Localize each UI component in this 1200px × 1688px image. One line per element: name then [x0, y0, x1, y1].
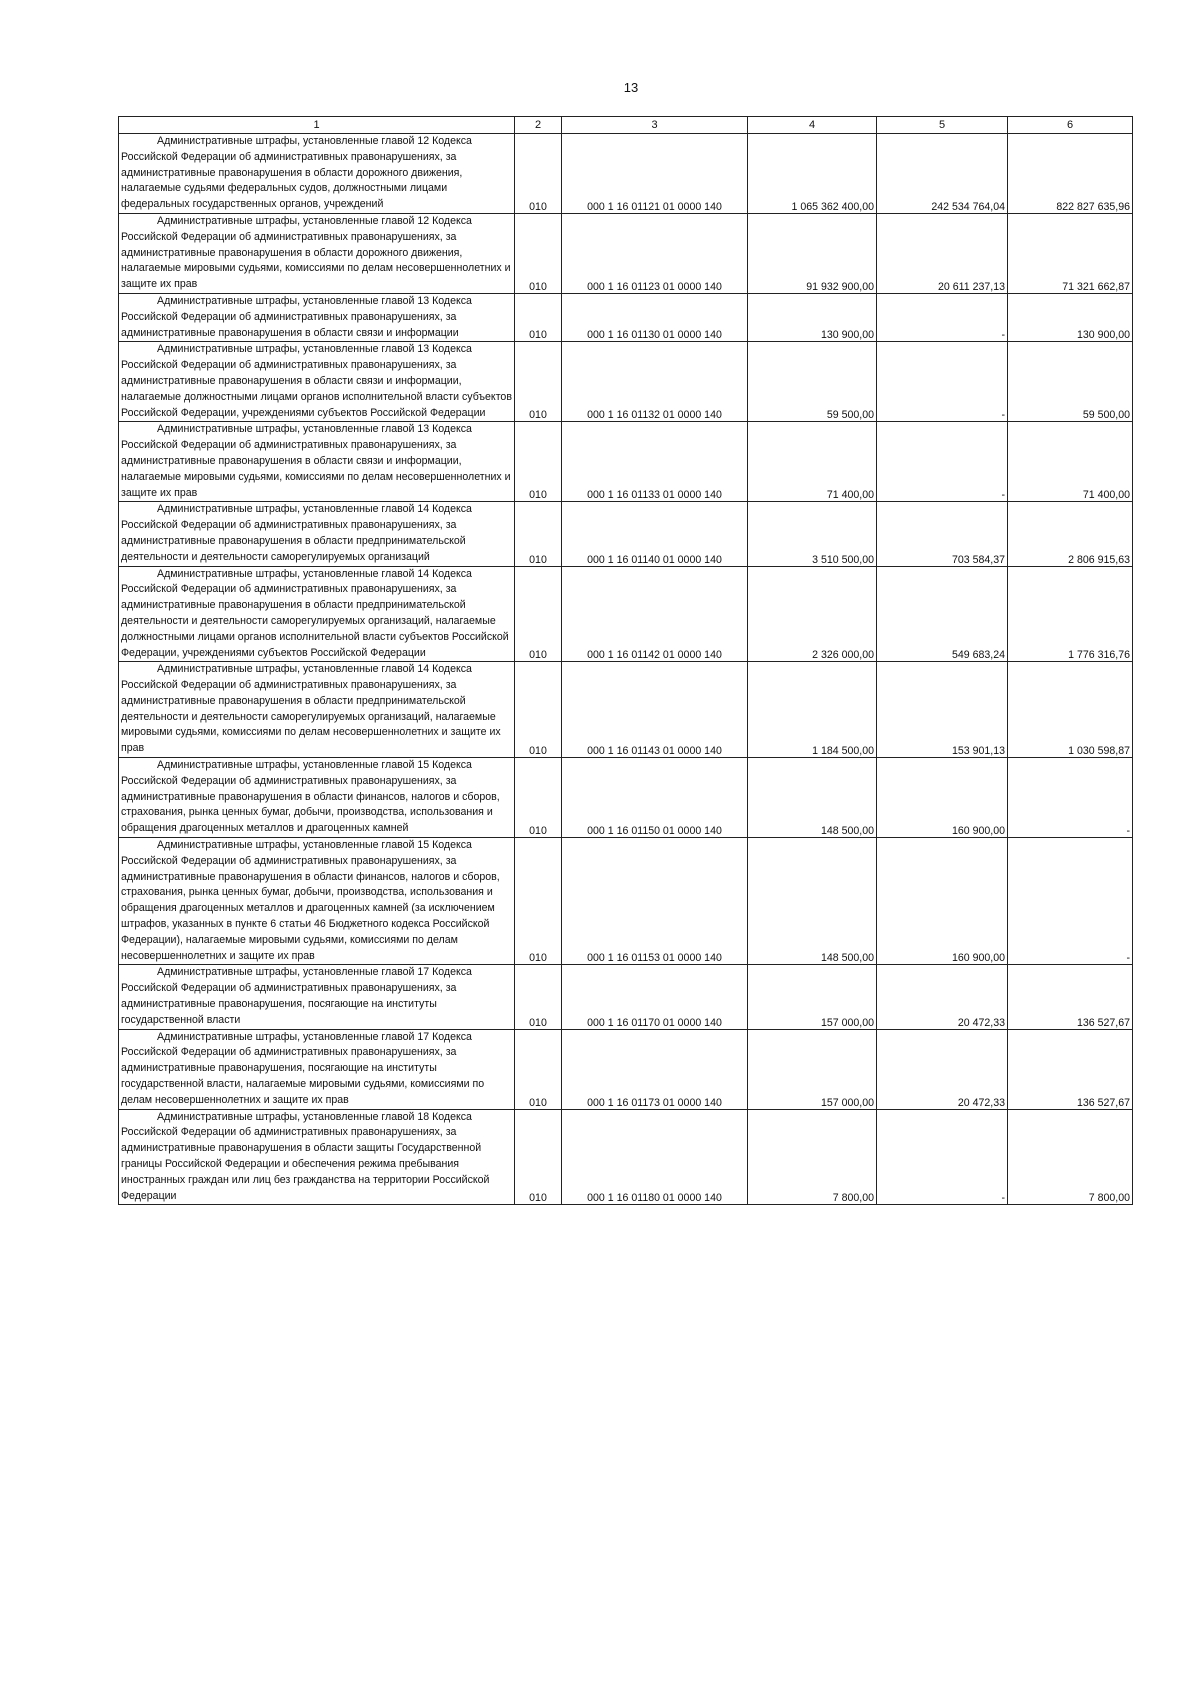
row-approved-cell: 157 000,00: [748, 965, 877, 1029]
table-row: [119, 758, 1133, 838]
row-executed-cell: 20 611 237,13: [877, 213, 1008, 293]
row-line-code-cell: 010: [515, 662, 562, 758]
row-unexecuted-cell: -: [1008, 838, 1133, 965]
row-approved-cell: 1 065 362 400,00: [748, 134, 877, 214]
row-name-cell: [119, 342, 515, 422]
row-executed-cell: 20 472,33: [877, 1029, 1008, 1109]
row-line-code-cell: 010: [515, 965, 562, 1029]
row-approved-cell: 7 800,00: [748, 1109, 877, 1205]
table-row: [119, 566, 1133, 662]
row-income-code-cell: 000 1 16 01133 01 0000 140: [562, 422, 748, 502]
row-unexecuted-cell: 136 527,67: [1008, 965, 1133, 1029]
row-name-cell: [119, 662, 515, 758]
table-body: [119, 134, 1133, 1205]
row-line-code-cell: 010: [515, 1109, 562, 1205]
header-row: [119, 117, 1133, 134]
table-row: [119, 965, 1133, 1029]
row-income-code-cell: 000 1 16 01170 01 0000 140: [562, 965, 748, 1029]
row-income-code-cell: 000 1 16 01121 01 0000 140: [562, 134, 748, 214]
row-name-text: Административные штрафы, установленные главой 12 Кодекса Российской Федерации об административных правонарушениях, за административные правонарушения в области дорожного движения, налагаемые судьями федеральных судов, должностными лицами федеральных государственных органов, учреждений: [121, 135, 472, 211]
row-name-text: Административные штрафы, установленные главой 14 Кодекса Российской Федерации об административных правонарушениях, за административные правонарушения в области предпринимательской деятельности и деятельности саморегулируемых организаций, налагаемые должностными лицами органов исполнительной власти субъектов Российской Федерации, учреждениями субъектов Российской Федерации: [121, 567, 509, 659]
row-unexecuted-cell: 71 321 662,87: [1008, 213, 1133, 293]
row-name-cell: [119, 213, 515, 293]
table-row: [119, 213, 1133, 293]
row-executed-cell: 160 900,00: [877, 838, 1008, 965]
column-header-income-code: 3: [562, 117, 748, 134]
row-income-code-cell: 000 1 16 01123 01 0000 140: [562, 213, 748, 293]
row-line-code-cell: 010: [515, 422, 562, 502]
row-unexecuted-cell: 59 500,00: [1008, 342, 1133, 422]
row-income-code-cell: 000 1 16 01153 01 0000 140: [562, 838, 748, 965]
row-executed-cell: -: [877, 1109, 1008, 1205]
row-name-text: Административные штрафы, установленные главой 13 Кодекса Российской Федерации об административных правонарушениях, за административные правонарушения в области связи и информации, налагаемые мировыми судьями, комиссиями по делам несовершеннолетних и защите их прав: [121, 423, 511, 499]
row-name-text: Административные штрафы, установленные главой 13 Кодекса Российской Федерации об административных правонарушениях, за административные правонарушения в области связи и информации, налагаемые должностными лицами органов исполнительной власти субъектов Российской Федерации, учреждениями субъектов Российской Федерации: [121, 343, 512, 419]
row-name-cell: [119, 1029, 515, 1109]
row-approved-cell: 148 500,00: [748, 758, 877, 838]
table-row: [119, 1029, 1133, 1109]
row-name-text: Административные штрафы, установленные главой 15 Кодекса Российской Федерации об административных правонарушениях, за административные правонарушения в области финансов, налогов и сборов, страхования, рынка ценных бумаг, добычи, производства, использования и обращения драгоценных металлов и драгоценных камней: [121, 759, 500, 835]
row-unexecuted-cell: 7 800,00: [1008, 1109, 1133, 1205]
table-row: [119, 342, 1133, 422]
row-income-code-cell: 000 1 16 01130 01 0000 140: [562, 293, 748, 341]
page-number: 13: [623, 80, 639, 95]
row-line-code-cell: 010: [515, 134, 562, 214]
row-line-code-cell: 010: [515, 1029, 562, 1109]
row-name-text: Административные штрафы, установленные главой 15 Кодекса Российской Федерации об административных правонарушениях, за административные правонарушения в области финансов, налогов и сборов, страхования, рынка ценных бумаг, добычи, производства, использования и обращения драгоценных металлов и драгоценных камней (за исключением штрафов, указанных в пункте 6 статьи 46 Бюджетного кодекса Российской Федерации), налагаемые мировыми судьями, комиссиями по делам несовершеннолетних и защите их прав: [121, 839, 500, 962]
column-header-line-code: 2: [515, 117, 562, 134]
row-unexecuted-cell: 822 827 635,96: [1008, 134, 1133, 214]
row-income-code-cell: 000 1 16 01132 01 0000 140: [562, 342, 748, 422]
row-income-code-cell: 000 1 16 01150 01 0000 140: [562, 758, 748, 838]
row-line-code-cell: 010: [515, 758, 562, 838]
table-row: [119, 502, 1133, 566]
row-approved-cell: 2 326 000,00: [748, 566, 877, 662]
row-executed-cell: -: [877, 342, 1008, 422]
row-name-cell: [119, 502, 515, 566]
row-unexecuted-cell: 71 400,00: [1008, 422, 1133, 502]
row-executed-cell: 703 584,37: [877, 502, 1008, 566]
row-line-code-cell: 010: [515, 502, 562, 566]
row-approved-cell: 130 900,00: [748, 293, 877, 341]
row-approved-cell: 59 500,00: [748, 342, 877, 422]
row-executed-cell: 153 901,13: [877, 662, 1008, 758]
column-header-name: 1: [119, 117, 515, 134]
column-header-executed: 5: [877, 117, 1008, 134]
row-line-code-cell: 010: [515, 213, 562, 293]
row-approved-cell: 157 000,00: [748, 1029, 877, 1109]
row-income-code-cell: 000 1 16 01143 01 0000 140: [562, 662, 748, 758]
row-approved-cell: 91 932 900,00: [748, 213, 877, 293]
report-table: [118, 116, 1133, 1205]
row-name-cell: [119, 422, 515, 502]
row-name-cell: [119, 1109, 515, 1205]
row-unexecuted-cell: 1 776 316,76: [1008, 566, 1133, 662]
row-income-code-cell: 000 1 16 01173 01 0000 140: [562, 1029, 748, 1109]
column-header-unexecuted: 6: [1008, 117, 1133, 134]
row-line-code-cell: 010: [515, 566, 562, 662]
row-approved-cell: 148 500,00: [748, 838, 877, 965]
row-name-text: Административные штрафы, установленные главой 13 Кодекса Российской Федерации об административных правонарушениях, за административные правонарушения в области связи и информации: [121, 294, 472, 339]
row-name-cell: [119, 758, 515, 838]
row-unexecuted-cell: 136 527,67: [1008, 1029, 1133, 1109]
row-executed-cell: 242 534 764,04: [877, 134, 1008, 214]
row-name-text: Административные штрафы, установленные главой 12 Кодекса Российской Федерации об административных правонарушениях, за административные правонарушения в области дорожного движения, налагаемые мировыми судьями, комиссиями по делам несовершеннолетних и защите их прав: [121, 214, 511, 291]
row-name-cell: [119, 566, 515, 662]
row-income-code-cell: 000 1 16 01180 01 0000 140: [562, 1109, 748, 1205]
table-row: [119, 838, 1133, 965]
row-approved-cell: 3 510 500,00: [748, 502, 877, 566]
row-line-code-cell: 010: [515, 838, 562, 965]
row-name-cell: [119, 134, 515, 214]
row-name-text: Административные штрафы, установленные главой 14 Кодекса Российской Федерации об административных правонарушениях, за административные правонарушения в области предпринимательской деятельности и деятельности саморегулируемых организаций: [121, 503, 472, 563]
row-name-text: Административные штрафы, установленные главой 17 Кодекса Российской Федерации об административных правонарушениях, за административные правонарушения, посягающие на институты государственной власти: [121, 966, 472, 1026]
table-row: [119, 662, 1133, 758]
row-executed-cell: -: [877, 422, 1008, 502]
row-name-cell: [119, 293, 515, 341]
row-unexecuted-cell: 2 806 915,63: [1008, 502, 1133, 566]
row-name-text: Административные штрафы, установленные главой 14 Кодекса Российской Федерации об административных правонарушениях, за административные правонарушения в области предпринимательской деятельности и деятельности саморегулируемых организаций, налагаемые мировыми судьями, комиссиями по делам несовершеннолетних и защите их прав: [121, 663, 501, 755]
row-unexecuted-cell: 130 900,00: [1008, 293, 1133, 341]
row-executed-cell: 20 472,33: [877, 965, 1008, 1029]
row-name-text: Административные штрафы, установленные главой 18 Кодекса Российской Федерации об административных правонарушениях, за административные правонарушения в области защиты Государственной границы Российской Федерации и обеспечения режима пребывания иностранных граждан или лиц без гражданства на территории Российской Федерации: [121, 1110, 490, 1202]
row-income-code-cell: 000 1 16 01140 01 0000 140: [562, 502, 748, 566]
row-unexecuted-cell: -: [1008, 758, 1133, 838]
column-header-approved: 4: [748, 117, 877, 134]
row-executed-cell: -: [877, 293, 1008, 341]
row-name-cell: [119, 838, 515, 965]
row-name-cell: [119, 965, 515, 1029]
row-approved-cell: 1 184 500,00: [748, 662, 877, 758]
row-executed-cell: 160 900,00: [877, 758, 1008, 838]
row-line-code-cell: 010: [515, 342, 562, 422]
table-row: [119, 422, 1133, 502]
row-approved-cell: 71 400,00: [748, 422, 877, 502]
row-unexecuted-cell: 1 030 598,87: [1008, 662, 1133, 758]
table-row: [119, 134, 1133, 214]
row-income-code-cell: 000 1 16 01142 01 0000 140: [562, 566, 748, 662]
row-executed-cell: 549 683,24: [877, 566, 1008, 662]
row-name-text: Административные штрафы, установленные главой 17 Кодекса Российской Федерации об административных правонарушениях, за административные правонарушения, посягающие на институты государственной власти, налагаемые мировыми судьями, комиссиями по делам несовершеннолетних и защите их прав: [121, 1030, 485, 1106]
row-line-code-cell: 010: [515, 293, 562, 341]
table-row: [119, 1109, 1133, 1205]
table-row: [119, 293, 1133, 341]
